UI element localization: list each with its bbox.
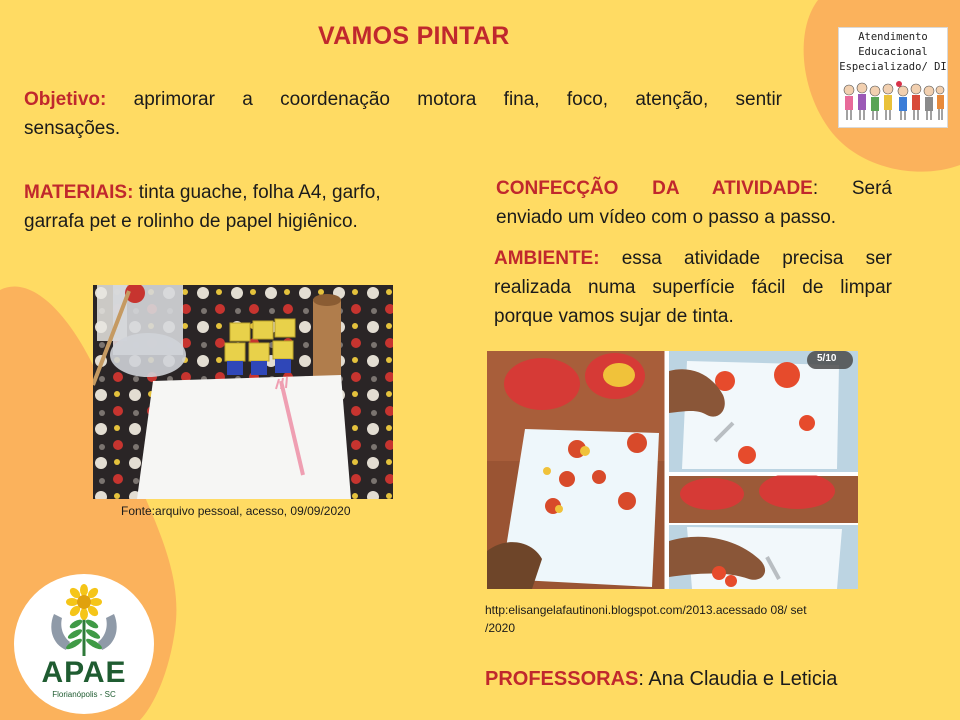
- objective-line-1: Objetivo: aprimorar a coordenação motora fina, foco, atenção, sentir: [24, 89, 782, 110]
- professors-label: PROFESSORAS: [485, 668, 639, 690]
- apae-logo: [14, 574, 154, 714]
- aee-badge: Atendimento Educacional Especializado/ DI: [838, 27, 948, 128]
- objective-text: [24, 85, 782, 143]
- confection-label: CONFECÇÃO DA ATIVIDADE: [496, 178, 813, 199]
- objective-line-2: sensações.: [24, 118, 121, 139]
- objective-label: Objetivo:: [24, 89, 107, 110]
- materials-label: MATERIAIS:: [24, 182, 134, 203]
- environment-label: AMBIENTE:: [494, 248, 600, 269]
- apae-city: Florianópolis - SC: [52, 690, 116, 699]
- environment-text: AMBIENTE: essa atividade precisa ser realizada numa superfície fácil de limpar porque vamos sujar de tinta.: [494, 244, 892, 331]
- confection-line-1: CONFECÇÃO DA ATIVIDADE: Será: [496, 178, 892, 199]
- children-illustration: [841, 78, 945, 124]
- confection-text: CONFECÇÃO DA ATIVIDADE: Será enviado um vídeo com o passo a passo.: [496, 174, 892, 232]
- photo-counter: 5/10: [817, 353, 837, 364]
- sunflower-hands-icon: [44, 584, 124, 658]
- materials-photo: [93, 285, 393, 499]
- professors-line: [485, 668, 837, 691]
- right-photo-caption: http:elisangelafautinoni.blogspot.com/2013.acessado 08/ set /2020: [485, 603, 807, 635]
- materials-text: MATERIAIS: tinta guache, folha A4, garfo, garrafa pet e rolinho de papel higiênico.: [24, 182, 381, 232]
- professors-names: : Ana Claudia e Leticia: [638, 668, 838, 690]
- left-photo-caption: Fonte:arquivo pessoal, acesso, 09/09/2020: [121, 504, 351, 518]
- apae-name: APAE: [41, 656, 127, 689]
- painting-collage-photo: [487, 351, 858, 589]
- page-title: VAMOS PINTAR: [318, 22, 510, 50]
- environment-line-1: AMBIENTE: essa atividade precisa ser: [494, 248, 893, 269]
